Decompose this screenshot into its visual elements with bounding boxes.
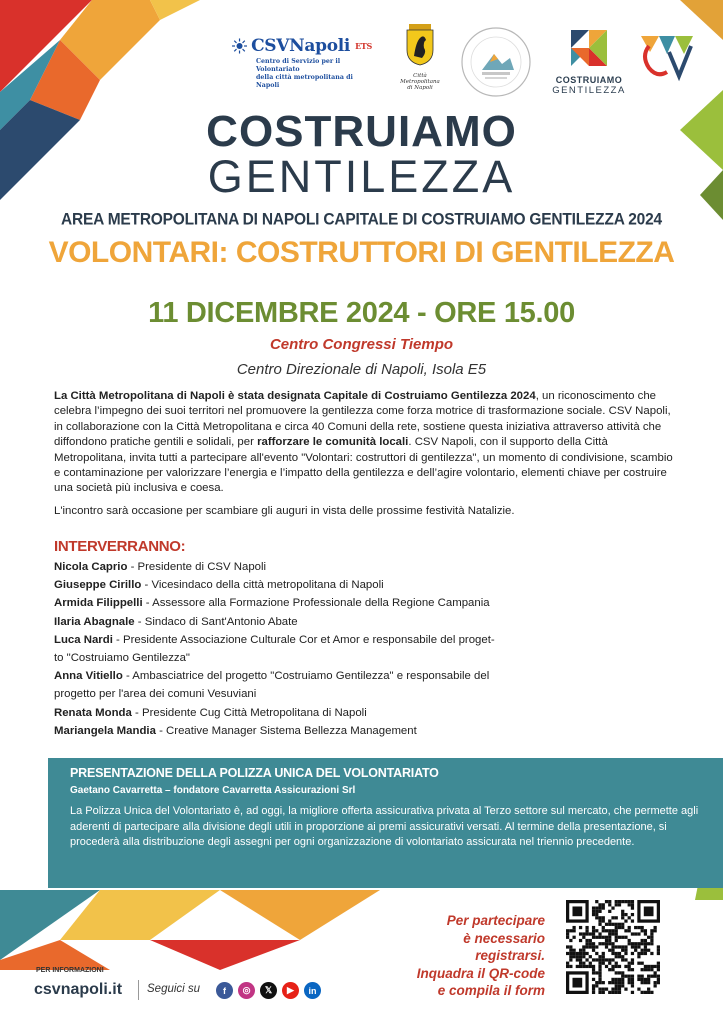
title-line2: GENTILEZZA [207,151,516,202]
speaker-name: Armida Filippelli [54,597,143,610]
instagram-icon[interactable]: ◎ [238,982,255,999]
registration-cta [405,912,545,1000]
cta-line1: Per partecipare [446,913,545,928]
decorative-shapes-bottom-left [0,880,450,970]
cg-tangram-icon [567,26,611,70]
capitale-gentilezza-seal-icon [460,26,532,98]
speaker-item [54,558,574,576]
body-paragraph-2: L'incontro sarà occasione per scambiare gli auguri in vista delle prossime festività Natalizie. [54,504,515,517]
speaker-name: Giuseppe Cirillo [54,579,142,592]
citta-metropolitana-logo [396,22,444,91]
speaker-name: Nicola Caprio [54,561,128,573]
gv-logo-icon [639,32,695,84]
event-venue: Centro Congressi Tiempo [269,336,454,353]
metro-line2: di Napoli [407,85,433,91]
speaker-item [54,613,574,631]
body-p1-bold1: La Città Metropolitana di Napoli è stata designata Capitale di Costruiamo Gentilezza 2024 [54,390,536,402]
speaker-item [54,667,574,685]
social-links [216,982,321,999]
body-text [54,389,679,526]
cta-line4: e compila il form [437,983,545,998]
cta-line3: Inquadra il QR-code [416,965,545,981]
speaker-item [54,704,574,722]
body-p1-text1: , un riconoscimento che celebra l’impegno dei suoi territori nel promuovere la gentilezza come forza motrice di trasformazione sociale. CSV Napoli, in collaborazione con la Città Metropolitana e circa 40 Comuni della rete, sostiene questa iniziativa attraverso attività che diffondono pratiche gentili e solidali, per [54,390,671,449]
subtitle: AREA METROPOLITANA DI NAPOLI CAPITALE DI COSTRUIAMO GENTILEZZA 2024 [61,210,662,229]
speaker-name: Renata Monda [54,706,132,719]
qr-code-icon[interactable] [566,900,660,994]
youtube-icon[interactable]: ▶ [282,982,299,999]
title-line1: COSTRUIAMO [206,107,517,156]
event-address: Centro Direzionale di Napoli, Isola E5 [236,361,487,378]
csv-napoli-logo [232,36,372,90]
speaker-name: Luca Nardi [54,633,113,646]
main-title [0,107,723,202]
speaker-role: - Presidente di CSV Napoli [127,561,267,573]
csv-sub-line2: della città metropolitana di Napoli [256,74,353,89]
costruiamo-gentilezza-logo [549,26,629,96]
coat-of-arms-icon [403,22,437,66]
speaker-item-cont: to "Costruiamo Gentilezza" [54,652,190,665]
info-label: PER INFORMAZIONI [36,967,104,974]
body-p1-text2: . CSV Napoli, con il supporto della Città Metropolitana, invita tutti a partecipare all'evento "Volontari: costruttori di gentilezza", un momento di condivisione, scambio e contaminazione per valorizzare l’energia e l’impatto della gentilezza e dell’agire volontario, elementi chiave per costruire una società più inclusiva e coesa. [54,436,673,495]
band-heading: PRESENTAZIONE DELLA POLIZZA UNICA DEL VOLONTARIATO [70,766,439,780]
speaker-role: - Ambasciatrice del progetto "Costruiamo Gentilezza" e responsabile del [122,670,490,683]
metro-line1: Città Metropolitana [400,73,440,85]
speaker-name: Anna Vitiello [54,670,123,683]
facebook-icon[interactable]: f [216,982,233,999]
csv-sub-line1: Centro di Servizio per il Volontariato [256,58,341,73]
speaker-role: - Creative Manager Sistema Bellezza Management [155,724,417,737]
body-p1-bold2: rafforzare le comunità locali [257,436,409,449]
speaker-item [54,594,574,612]
footer-divider [138,980,139,1000]
csv-sun-icon [232,36,247,56]
speaker-role: - Sindaco di Sant'Antonio Abate [134,615,298,628]
speaker-item [54,722,574,740]
event-title: VOLONTARI: COSTRUTTORI DI GENTILEZZA [48,236,675,269]
speaker-item [54,631,574,649]
cta-line2: è necessario registrarsi. [463,930,545,963]
speaker-role: - Assessore alla Formazione Professionale della Regione Campania [142,597,490,610]
speaker-item [54,576,574,594]
speaker-item-cont: progetto per l'area dei comuni Vesuviani [54,688,257,701]
polizza-band [48,758,723,888]
csv-ets: ETS [355,41,372,51]
speakers-heading: INTERVERRANNO: [54,538,186,555]
speaker-role: - Vicesindaco della città metropolitana di Napoli [141,579,384,592]
linkedin-icon[interactable]: in [304,982,321,999]
speaker-name: Ilaria Abagnale [54,615,135,628]
x-icon[interactable]: 𝕏 [260,982,277,999]
band-text: La Polizza Unica del Volontariato è, ad oggi, la migliore offerta assicurativa privata al Terzo settore sul mercato, che permette agli aderenti di partecipare alla divisione degli utili in proporzione ai premi assicurativi versati. Al termine della presentazione, si procederà alla distribuzione degli assegni per ogni organizzazione di volontariato assicurata nel triennio precedente. [70,805,699,848]
band-speaker: Gaetano Cavarretta – fondatore Cavarretta Assicurazioni Srl [70,785,356,796]
website-link[interactable]: csvnapoli.it [34,981,123,998]
body-paragraph-1 [54,389,679,497]
csv-title: CSVNapoli [251,36,351,56]
event-date: 11 DICEMBRE 2024 - ORE 15.00 [148,297,575,329]
follow-label: Seguici su [147,983,201,995]
speaker-role: - Presidente Cug Città Metropolitana di Napoli [131,706,367,719]
speaker-role: - Presidente Associazione Culturale Cor et Amor e responsabile del proget- [112,633,495,646]
cg-line2: GENTILEZZA [552,85,626,96]
speakers-list [54,558,574,740]
cg-line1: COSTRUIAMO [555,75,623,85]
speaker-name: Mariangela Mandia [54,724,156,737]
